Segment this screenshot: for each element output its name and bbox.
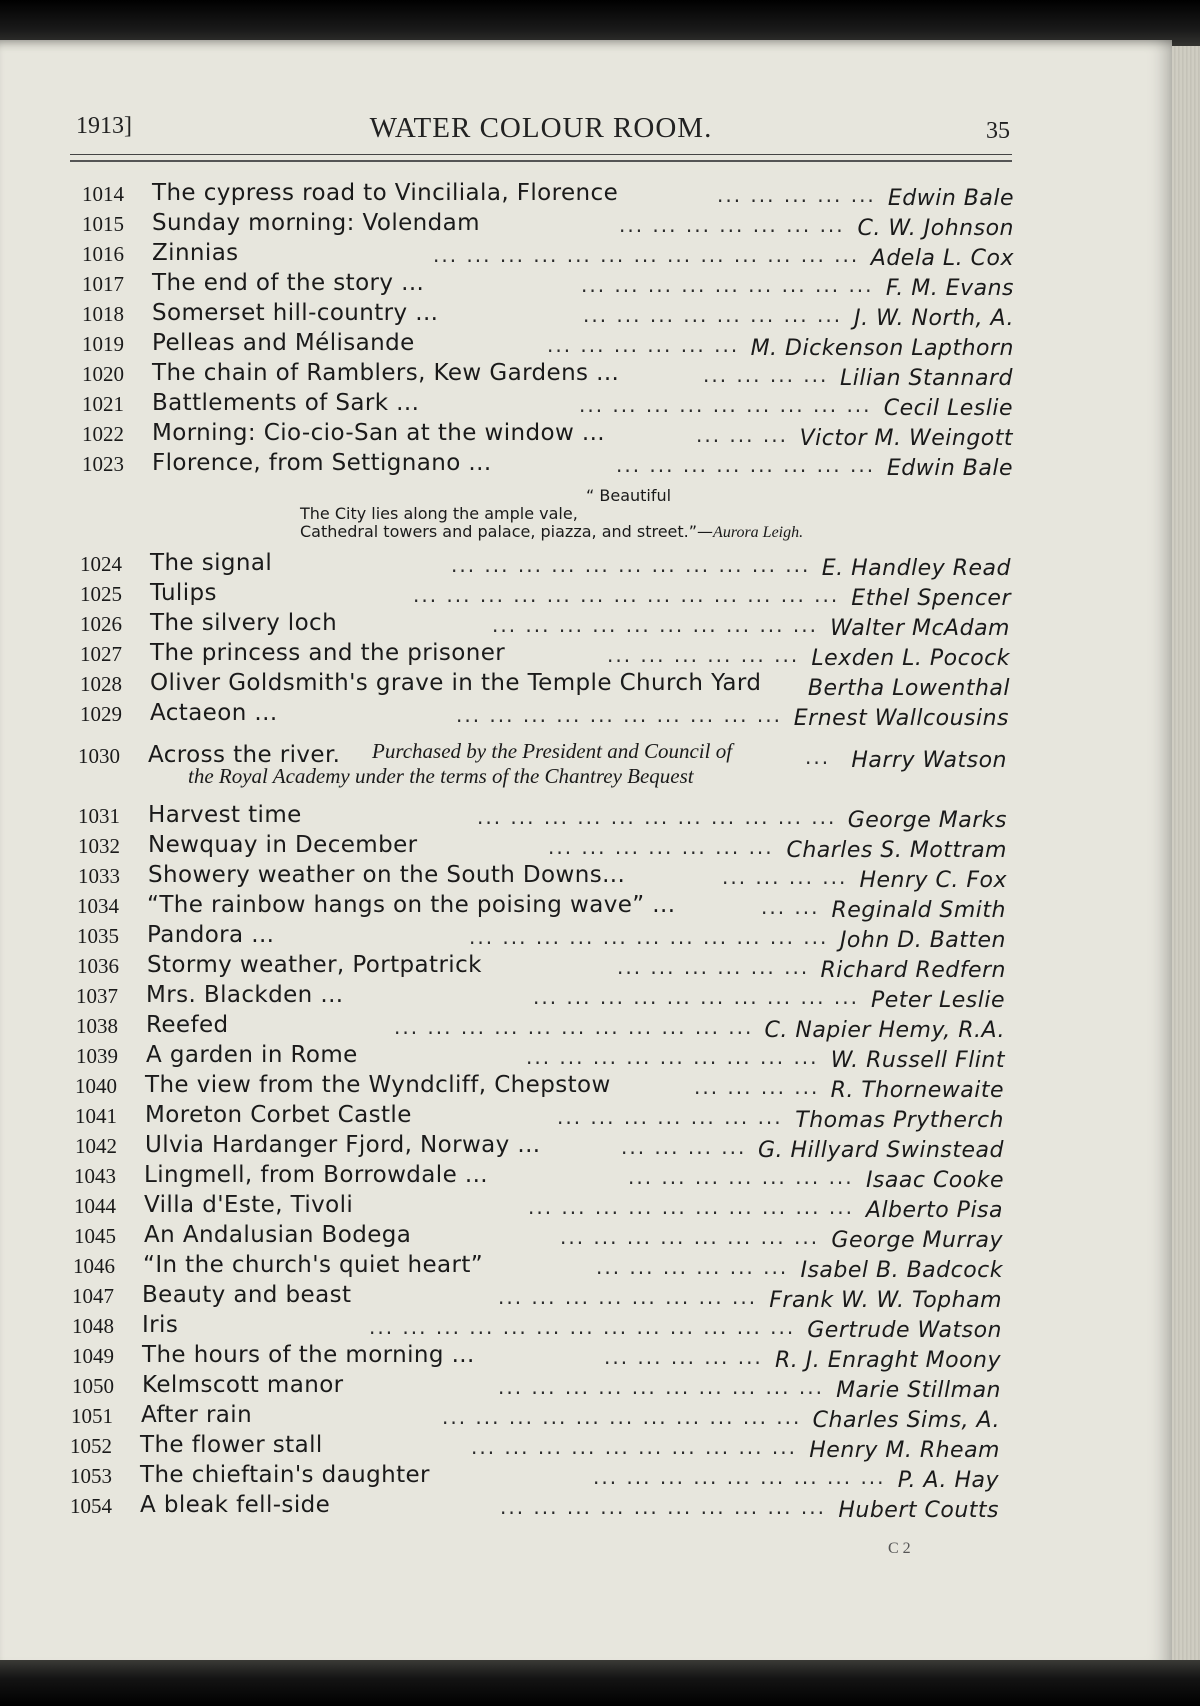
list-item — [82, 270, 1014, 300]
chantrey-note: Purchased by the President and Council of — [372, 739, 733, 763]
leader-dots: ... ... ... ... ... ... ... — [619, 213, 845, 237]
entry-artist: G. Hillyard Swinstead — [757, 1138, 1004, 1163]
header-year: 1913] — [76, 113, 132, 139]
leader-dots: ... ... ... ... ... ... ... ... — [616, 453, 876, 477]
book-bottom-edge — [0, 1660, 1200, 1706]
list-item — [72, 1312, 1002, 1342]
leader-dots: ... ... ... ... — [722, 865, 848, 889]
entry-number: 1026 — [80, 612, 122, 636]
entry-title: The hours of the morning ... — [142, 1342, 475, 1368]
entry-title: Ulvia Hardanger Fjord, Norway ... — [145, 1132, 541, 1158]
list-item — [77, 922, 1006, 952]
running-header — [70, 110, 1012, 150]
entry-artist: R. Thornewaite — [830, 1078, 1004, 1103]
entry-artist: Victor M. Weingott — [799, 426, 1013, 451]
list-item — [72, 1372, 1001, 1402]
header-rule — [70, 154, 1012, 155]
list-item — [80, 580, 1011, 610]
leader-dots: ... ... ... ... ... ... ... ... ... — [579, 393, 872, 417]
entry-artist: George Murray — [831, 1228, 1003, 1253]
quote-line — [300, 522, 803, 542]
entry-number: 1042 — [75, 1134, 117, 1158]
entry-number: 1020 — [82, 362, 124, 386]
list-item — [74, 1192, 1003, 1222]
chantrey-note: the Royal Academy under the terms of the Chantrey Bequest — [188, 764, 694, 788]
entry-number: 1038 — [76, 1014, 118, 1038]
leader-dots: ... ... ... ... ... ... — [596, 1255, 789, 1279]
leader-dots: ... ... ... ... ... ... ... — [557, 1105, 783, 1129]
leader-dots: ... ... ... ... ... ... ... ... ... ... — [471, 1435, 797, 1459]
entry-title: The princess and the prisoner — [150, 640, 506, 666]
entry-title: Beauty and beast — [142, 1282, 352, 1308]
leader-dots: ... ... ... ... ... ... ... ... ... ... — [456, 703, 782, 727]
list-item — [82, 240, 1014, 270]
leader-dots: ... ... ... ... ... ... ... ... ... ... ... — [477, 805, 837, 829]
entry-artist: Bertha Lowenthal — [807, 676, 1010, 701]
entry-number: 1028 — [80, 672, 122, 696]
leader-dots: ... ... ... ... ... ... ... ... ... ... ... ... ... — [433, 243, 860, 267]
entry-number: 1049 — [72, 1344, 114, 1368]
list-item — [77, 952, 1006, 982]
quote-source: Aurora Leigh. — [713, 524, 804, 541]
list-item — [74, 1162, 1004, 1192]
quote-line: “ Beautiful — [586, 486, 672, 505]
entry-number: 1053 — [70, 1464, 112, 1488]
list-item — [76, 1042, 1005, 1072]
entry-title: Florence, from Settignano ... — [152, 450, 492, 476]
entry-artist: R. J. Enraght Moony — [774, 1348, 1001, 1373]
list-item — [82, 450, 1013, 480]
list-item — [82, 390, 1013, 420]
list-item — [76, 982, 1005, 1012]
list-item — [77, 892, 1006, 922]
leader-dots: ... ... ... ... ... ... ... — [628, 1165, 854, 1189]
entry-title: The signal — [150, 550, 273, 576]
leader-dots: ... ... ... ... ... ... ... ... ... ... ... ... ... — [369, 1315, 796, 1339]
list-item — [72, 1342, 1001, 1372]
list-item — [70, 1432, 1000, 1462]
entry-title: A garden in Rome — [146, 1042, 358, 1068]
entry-artist: Edwin Bale — [887, 186, 1014, 211]
entry-artist: Isaac Cooke — [865, 1168, 1004, 1193]
page-edges — [1172, 46, 1200, 1666]
list-item — [74, 1222, 1003, 1252]
quote-line: The City lies along the ample vale, — [300, 504, 578, 523]
entry-number: 1037 — [76, 984, 118, 1008]
list-item — [78, 862, 1007, 892]
entry-number: 1047 — [72, 1284, 114, 1308]
entry-title: Moreton Corbet Castle — [145, 1102, 412, 1128]
list-item — [78, 832, 1007, 862]
list-item — [80, 700, 1009, 730]
entry-number: 1022 — [82, 422, 124, 446]
entry-number: 1025 — [80, 582, 122, 606]
entry-title: Showery weather on the South Downs... — [148, 862, 626, 888]
leader-dots: ... ... ... ... ... ... ... — [548, 835, 774, 859]
list-item — [72, 1282, 1002, 1312]
entry-title: The flower stall — [140, 1432, 323, 1458]
entry-number: 1027 — [80, 642, 122, 666]
entry-title: Actaeon ... — [150, 700, 278, 726]
entry-artist: Thomas Prytherch — [795, 1108, 1004, 1133]
leader-dots: ... ... ... ... — [621, 1135, 747, 1159]
entry-number: 1045 — [74, 1224, 116, 1248]
leader-dots: ... ... ... — [696, 423, 788, 447]
entry-artist: Edwin Bale — [886, 456, 1013, 481]
entry-number: 1032 — [78, 834, 120, 858]
list-item — [75, 1072, 1004, 1102]
list-item — [70, 1462, 999, 1492]
leader-dots: ... ... ... ... ... ... ... ... — [583, 303, 843, 327]
entry-title: A bleak fell-side — [140, 1492, 331, 1518]
entry-title: The chieftain's daughter — [140, 1462, 430, 1488]
entry-artist: Cecil Leslie — [883, 396, 1013, 421]
list-item — [80, 610, 1010, 640]
entry-artist: Isabel B. Badcock — [800, 1258, 1003, 1283]
entry-number: 1044 — [74, 1194, 116, 1218]
entry-artist: Walter McAdam — [830, 616, 1010, 641]
list-item — [82, 330, 1014, 360]
entry-artist: Richard Redfern — [820, 958, 1006, 983]
entry-number: 1021 — [82, 392, 124, 416]
leader-dots: ... ... ... ... ... ... ... ... ... — [593, 1465, 886, 1489]
entry-artist: F. M. Evans — [885, 276, 1014, 301]
leader-dots: ... ... ... ... ... ... ... ... ... ... ... ... ... — [413, 583, 840, 607]
entry-artist: Henry M. Rheam — [809, 1438, 1000, 1463]
entry-number: 1035 — [77, 924, 119, 948]
list-item — [75, 1102, 1004, 1132]
entry-title: Zinnias — [152, 240, 239, 266]
entry-artist: P. A. Hay — [897, 1468, 999, 1493]
list-item — [82, 300, 1014, 330]
leader-dots: ... ... ... ... ... ... — [547, 333, 740, 357]
entry-number: 1033 — [78, 864, 120, 888]
entry-number: 1040 — [75, 1074, 117, 1098]
entry-number: 1029 — [80, 702, 122, 726]
entry-number: 1041 — [75, 1104, 117, 1128]
list-item — [80, 550, 1011, 580]
entry-title: The chain of Ramblers, Kew Gardens ... — [152, 360, 620, 386]
entry-number: 1046 — [73, 1254, 115, 1278]
entry-artist: Lexden L. Pocock — [811, 646, 1010, 671]
entry-title: Tulips — [150, 580, 217, 606]
list-item — [80, 670, 1010, 700]
entry-number: 1043 — [74, 1164, 116, 1188]
entry-title: Morning: Cio-cio-San at the window ... — [152, 420, 606, 446]
entry-number: 1031 — [78, 804, 120, 828]
entry-title: Reefed — [146, 1012, 229, 1038]
list-item — [82, 210, 1014, 240]
entry-title: Villa d'Este, Tivoli — [144, 1192, 354, 1218]
leader-dots: ... ... ... ... ... ... ... ... ... ... ... — [394, 1015, 754, 1039]
entry-artist: C. Napier Hemy, R.A. — [764, 1018, 1005, 1043]
leader-dots: ... ... ... ... ... ... — [607, 643, 800, 667]
entry-artist: Hubert Coutts — [838, 1498, 999, 1523]
entry-title: Pandora ... — [147, 922, 275, 948]
leader-dots: ... ... ... ... — [703, 363, 829, 387]
list-item — [78, 802, 1007, 832]
entry-artist: Alberto Pisa — [865, 1198, 1003, 1223]
list-item — [75, 1132, 1004, 1162]
leader-dots: ... ... ... ... ... ... ... ... ... — [526, 1045, 819, 1069]
entry-number: 1018 — [82, 302, 124, 326]
leader-dots: ... — [805, 745, 831, 769]
entry-artist: Ethel Spencer — [851, 586, 1011, 611]
header-rule-thick — [70, 160, 1012, 162]
entry-number: 1051 — [71, 1404, 113, 1428]
entry-artist: M. Dickenson Lapthorn — [750, 336, 1014, 361]
entry-artist: John D. Batten — [839, 928, 1006, 953]
leader-dots: ... ... ... ... ... ... ... ... ... — [581, 273, 874, 297]
entry-title: The cypress road to Vinciliala, Florence — [152, 180, 619, 206]
entry-number: 1015 — [82, 212, 124, 236]
entry-artist: Harry Watson — [851, 748, 1007, 773]
entry-number: 1048 — [72, 1314, 114, 1338]
entry-artist: Ernest Wallcousins — [793, 706, 1009, 731]
entry-title: The end of the story ... — [152, 270, 425, 296]
entry-title: An Andalusian Bodega — [144, 1222, 412, 1248]
leader-dots: ... ... ... ... ... ... ... ... — [560, 1225, 820, 1249]
entry-artist: Lilian Stannard — [840, 366, 1013, 391]
entry-title: Newquay in December — [148, 832, 418, 858]
entry-artist: Charles Sims, A. — [812, 1408, 1000, 1433]
entry-artist: C. W. Johnson — [857, 216, 1014, 241]
entry-artist: Peter Leslie — [870, 988, 1005, 1013]
entry-title: Across the river. — [148, 742, 341, 768]
entry-artist: J. W. North, A. — [854, 306, 1014, 331]
entry-number: 1034 — [77, 894, 119, 918]
entry-title: Iris — [142, 1312, 179, 1338]
entry-title: Oliver Goldsmith's grave in the Temple Church Yard — [150, 670, 762, 696]
leader-dots: ... ... — [761, 895, 820, 919]
entry-artist: Marie Stillman — [836, 1378, 1001, 1403]
leader-dots: ... ... ... ... ... ... ... ... ... ... — [492, 613, 818, 637]
leader-dots: ... ... ... ... ... — [604, 1345, 763, 1369]
entry-title: Battlements of Sark ... — [152, 390, 420, 416]
entry-artist: Gertrude Watson — [807, 1318, 1002, 1343]
entry-number: 1014 — [82, 182, 124, 206]
leader-dots: ... ... ... ... ... ... — [617, 955, 810, 979]
entry-artist: Frank W. W. Topham — [769, 1288, 1002, 1313]
entry-title: Somerset hill-country ... — [152, 300, 439, 326]
entry-artist: E. Handley Read — [821, 556, 1011, 581]
entry-artist: George Marks — [847, 808, 1007, 833]
entry-title: Sunday morning: Volendam — [152, 210, 480, 236]
entry-title: Stormy weather, Portpatrick — [147, 952, 482, 978]
entry-title: Harvest time — [148, 802, 302, 828]
entry-artist: Adela L. Cox — [870, 246, 1014, 271]
list-item — [82, 420, 1013, 450]
leader-dots: ... ... ... ... ... ... ... ... — [498, 1285, 758, 1309]
list-item — [80, 640, 1010, 670]
entry-title: The view from the Wyndcliff, Chepstow — [145, 1072, 611, 1098]
entry-title: After rain — [141, 1402, 253, 1428]
entry-title: Lingmell, from Borrowdale ... — [144, 1162, 488, 1188]
entry-artist: Henry C. Fox — [859, 868, 1007, 893]
entry-number: 1024 — [80, 552, 122, 576]
list-item — [70, 1492, 999, 1522]
list-item — [76, 1012, 1005, 1042]
entry-artist: Reginald Smith — [831, 898, 1006, 923]
entry-title: The silvery loch — [150, 610, 338, 636]
entry-number: 1054 — [70, 1494, 112, 1518]
entry-title: Mrs. Blackden ... — [146, 982, 344, 1008]
entry-title: “The rainbow hangs on the poising wave” ... — [147, 892, 676, 918]
entry-title: Pelleas and Mélisande — [152, 330, 415, 356]
entry-number: 1016 — [82, 242, 124, 266]
entry-artist: W. Russell Flint — [830, 1048, 1005, 1073]
list-item — [82, 360, 1013, 390]
list-item — [71, 1402, 1000, 1432]
leader-dots: ... ... ... ... ... — [717, 183, 876, 207]
signature-mark: C 2 — [888, 1540, 911, 1557]
quote-text: Cathedral towers and palace, piazza, and street.”— — [300, 522, 714, 541]
leader-dots: ... ... ... ... ... ... ... ... ... ... — [498, 1375, 824, 1399]
leader-dots: ... ... ... ... ... ... ... ... ... ... — [533, 985, 859, 1009]
entry-title: “In the church's quiet heart” — [143, 1252, 484, 1278]
page-title: WATER COLOUR ROOM. — [369, 112, 713, 144]
entry-number: 1030 — [78, 744, 120, 768]
entry-number: 1023 — [82, 452, 124, 476]
entry-number: 1017 — [82, 272, 124, 296]
leader-dots: ... ... ... ... — [694, 1075, 820, 1099]
leader-dots: ... ... ... ... ... ... ... ... ... ... ... — [442, 1405, 802, 1429]
leader-dots: ... ... ... ... ... ... ... ... ... ... ... — [451, 553, 811, 577]
entry-number: 1019 — [82, 332, 124, 356]
leader-dots: ... ... ... ... ... ... ... ... ... ... — [500, 1495, 826, 1519]
list-item — [82, 180, 1014, 210]
entry-title: Kelmscott manor — [142, 1372, 344, 1398]
entry-number: 1036 — [77, 954, 119, 978]
list-item — [73, 1252, 1003, 1282]
leader-dots: ... ... ... ... ... ... ... ... ... ... ... — [469, 925, 829, 949]
entry-number: 1050 — [72, 1374, 114, 1398]
leader-dots: ... ... ... ... ... ... ... ... ... ... — [528, 1195, 854, 1219]
entry-number: 1039 — [76, 1044, 118, 1068]
page-number: 35 — [986, 118, 1010, 144]
entry-number: 1052 — [70, 1434, 112, 1458]
entry-artist: Charles S. Mottram — [786, 838, 1007, 863]
